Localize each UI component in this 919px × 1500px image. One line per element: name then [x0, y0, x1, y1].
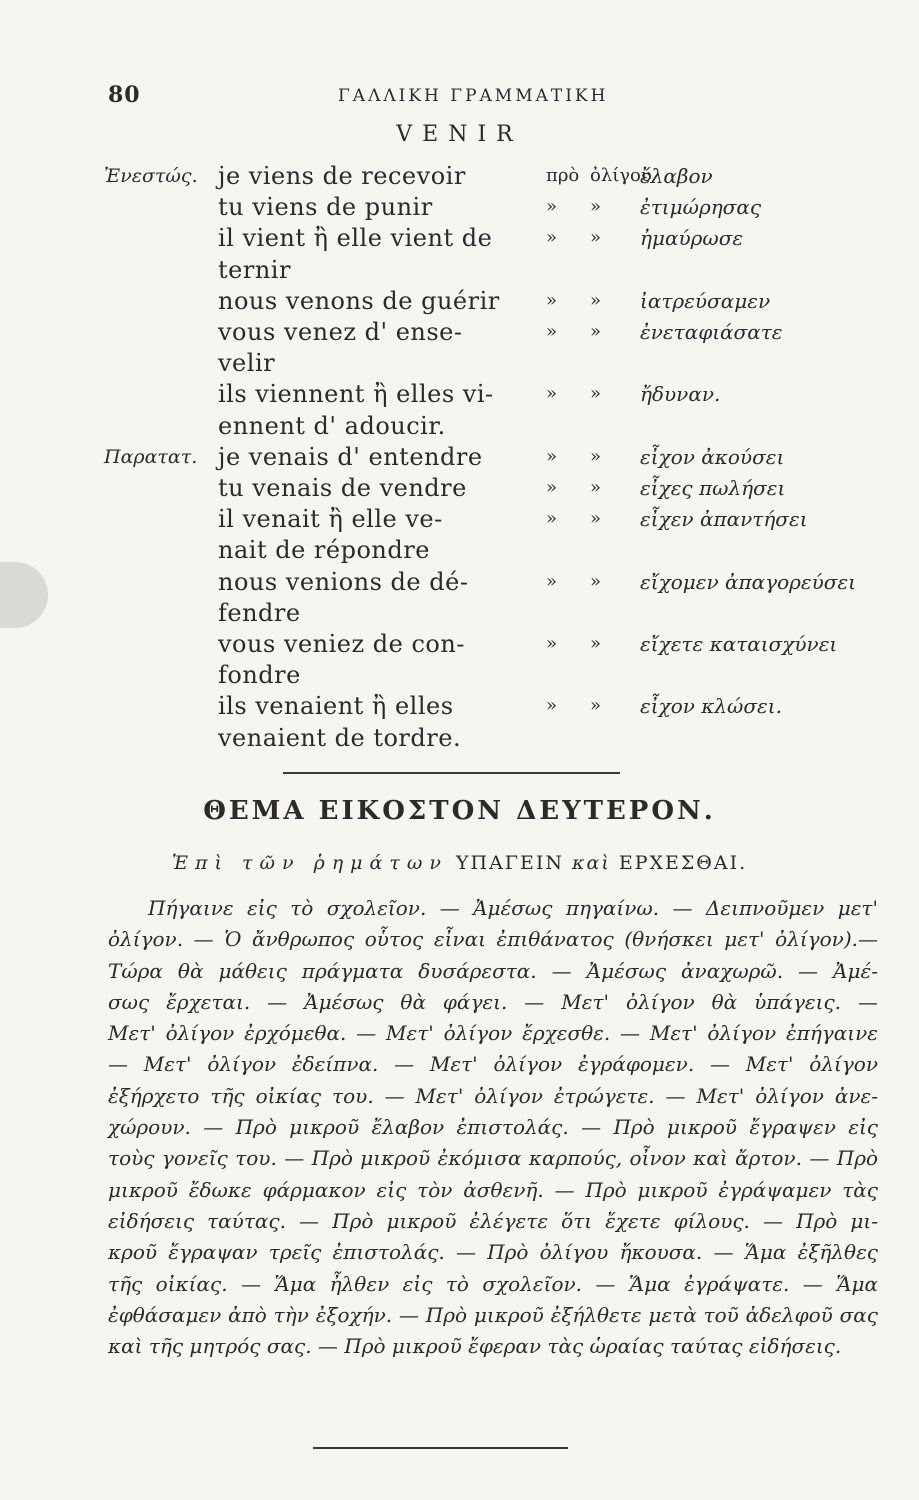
conjugation-q2: » [590, 383, 602, 405]
conjugation-fr: nous venions de dé- [218, 567, 469, 596]
conjugation-fr: je viens de recevoir [218, 162, 466, 190]
conjugation-fr: venaient de tordre. [218, 723, 462, 752]
exercise-line: Τώρα θὰ μάθεις πράγματα δυσάρεστα. — Ἀμέσως ἀναχωρῶ. — Ἀμέ- [108, 958, 878, 983]
conjugation-tense: Ἐνεστώς. [104, 165, 198, 187]
conjugation-gr: εἴχομεν ἀπαγορεύσει [640, 569, 857, 594]
theme-subtitle [0, 852, 919, 874]
conjugation-row [0, 222, 919, 254]
exercise-line: ἐξήρχετο τῆς οἰκίας του. — Μετ' ὀλίγον ἐτρώγετε. — Μετ' ὀλίγον ἀνε- [108, 1083, 878, 1108]
conjugation-q1: » [546, 445, 558, 467]
conjugation-q1: » [546, 508, 558, 530]
exercise-line: Πήγαινε εἰς τὸ σχολεῖον. — Ἀμέσως πηγαίνω. — Δειπνοῦμεν μετ' [148, 896, 878, 920]
conjugation-gr: εἶχες πωλήσει [640, 476, 786, 500]
conjugation-row [0, 722, 919, 754]
conjugation-q2: » [590, 508, 602, 530]
conjugation-fr: ils viennent ἢ elles vi- [218, 380, 494, 409]
conjugation-gr: εἴχετε καταισχύνει [640, 632, 838, 656]
conjugation-fr: tu viens de punir [218, 193, 433, 222]
conjugation-q2: » [590, 227, 602, 249]
conjugation-fr: nait de répondre [218, 536, 430, 565]
conjugation-gr: ἠμαύρωσε [640, 226, 744, 251]
conjugation-fr: ils venaient ἢ elles [218, 692, 454, 721]
conjugation-gr: ἰατρεύσαμεν [640, 288, 771, 313]
conjugation-gr: εἶχον ἀκούσει [640, 444, 785, 469]
conjugation-row [0, 285, 919, 317]
exercise-text [108, 893, 878, 1362]
conjugation-fr: fondre [218, 661, 301, 690]
exercise-line: κροῦ ἔγραψαν τρεῖς ἐπιστολάς. — Πρὸ ὀλίγου ἤκουσα. — Ἅμα ἐξῆλθες [108, 1240, 878, 1265]
section-divider [283, 772, 620, 774]
conjugation-q2: ὀλίγου [590, 165, 652, 186]
exercise-line: καὶ τῆς μητρός σας. — Πρὸ μικροῦ ἔφεραν τὰς ὡραίας ταύτας εἰδήσεις. [108, 1334, 842, 1359]
conjugation-q1: » [546, 477, 558, 498]
exercise-line: — Μετ' ὀλίγον ἐδείπνα. — Μετ' ὀλίγον ἐγράφομεν. — Μετ' ὀλίγον [108, 1052, 878, 1077]
conjugation-q1: » [546, 570, 558, 592]
conjugation-fr: il vient ἢ elle vient de [218, 224, 493, 253]
conjugation-q1: » [546, 695, 558, 717]
exercise-line: εἰδήσεις ταύτας. — Πρὸ μικροῦ ἐλέγετε ὅτι ἔχετε φίλους. — Πρὸ μι- [108, 1208, 878, 1233]
conjugation-q2: » [590, 633, 602, 654]
conjugation-q2: » [590, 445, 602, 467]
conjugation-fr: fendre [218, 598, 301, 627]
conjugation-row [0, 378, 919, 410]
conjugation-fr: vous veniez de con- [218, 630, 465, 658]
conjugation-row [0, 472, 919, 504]
exercise-line: τῆς οἰκίας. — Ἅμα ἦλθεν εἰς τὸ σχολεῖον. — Ἅμα ἐγράψατε. — Ἅμα [108, 1271, 878, 1296]
conjugation-row [0, 566, 919, 598]
conjugation-row [0, 191, 919, 223]
conjugation-gr: εἶχεν ἀπαντήσει [640, 507, 808, 532]
conjugation-q1: » [546, 383, 558, 405]
conjugation-q2: » [590, 289, 602, 311]
conjugation-row [0, 441, 919, 473]
conjugation-row [0, 316, 919, 348]
page-header [108, 82, 878, 112]
conjugation-q2: » [590, 695, 602, 717]
conjugation-q2: » [590, 570, 602, 592]
conjugation-fr: ennent d' adoucir. [218, 411, 446, 440]
conjugation-gr: ἔλαβον [640, 164, 713, 188]
conjugation-row [0, 534, 919, 566]
conjugation-q1: πρὸ [546, 165, 580, 186]
conjugation-q2: » [590, 477, 602, 498]
theme-title: ΘΕΜΑ ΕΙΚΟΣΤΟΝ ΔΕΥΤΕΡΟΝ. [203, 796, 716, 826]
exercise-line: σως ἔρχεται. — Ἀμέσως θὰ φάγει. — Μετ' ὀλίγον θὰ ὑπάγεις. — [108, 989, 878, 1014]
conjugation-q1: » [546, 196, 558, 218]
exercise-line: τοὺς γονεῖς του. — Πρὸ μικροῦ ἐκόμισα καρπούς, οἶνον καὶ ἄρτον. — Πρὸ [108, 1146, 878, 1171]
conjugation-q2: » [590, 196, 602, 218]
conjugation-row [0, 597, 919, 629]
conjugation-gr: ἤδυναν. [640, 382, 721, 407]
end-divider [313, 1447, 568, 1449]
subtitle-verb2: ΕΡΧΕΣΘΑΙ. [618, 852, 748, 874]
conjugation-q1: » [546, 321, 558, 342]
conjugation-tense: Παρατατ. [104, 445, 198, 468]
conjugation-fr: vous venez d' ense- [218, 318, 463, 346]
subtitle-conj: καὶ [572, 852, 611, 874]
exercise-line: ἐφθάσαμεν ἀπὸ τὴν ἐξοχήν. — Πρὸ μικροῦ ἐξήλθετε μετὰ τοῦ ἀδελφοῦ σας [108, 1302, 878, 1327]
verb-title: VENIR [396, 122, 523, 147]
conjugation-q1: » [546, 227, 558, 249]
exercise-line: ὀλίγον. — Ὁ ἄνθρωπος οὗτος εἶναι ἐπιθάνατος (θνήσκει μετ' ὀλίγον).— [108, 927, 878, 952]
conjugation-fr: il venait ἢ elle ve- [218, 505, 443, 534]
conjugation-row [0, 628, 919, 660]
conjugation-row [0, 347, 919, 379]
subtitle-prefix: Ἐπὶ τῶν ῥημάτων [171, 852, 448, 874]
conjugation-fr: nous venons de guérir [218, 286, 500, 315]
conjugation-q1: » [546, 289, 558, 311]
conjugation-row [0, 659, 919, 691]
conjugation-row [0, 690, 919, 722]
conjugation-fr: je venais d' entendre [218, 442, 483, 471]
conjugation-q1: » [546, 633, 558, 654]
exercise-line: χώρουν. — Πρὸ μικροῦ ἔλαβον ἐπιστολάς. — Πρὸ μικροῦ ἔγραψεν εἰς [108, 1115, 878, 1140]
conjugation-row [0, 254, 919, 286]
subtitle-verb1: ΥΠΑΓΕΙΝ [455, 852, 564, 874]
conjugation-row [0, 410, 919, 442]
conjugation-gr: ἐτιμώρησας [640, 195, 762, 220]
exercise-line: Μετ' ὀλίγον ἐρχόμεθα. — Μετ' ὀλίγον ἔρχεσθε. — Μετ' ὀλίγον ἐπήγαινε [108, 1021, 878, 1046]
exercise-line: μικροῦ ἔδωκε φάρμακον εἰς τὸν ἀσθενῆ. — Πρὸ μικροῦ ἐγράψαμεν τὰς [108, 1177, 878, 1202]
conjugation-gr: εἶχον κλώσει. [640, 694, 782, 719]
conjugation-row [0, 160, 919, 192]
conjugation-fr: velir [218, 349, 276, 378]
conjugation-fr: tu venais de vendre [218, 474, 467, 502]
conjugation-q2: » [590, 321, 602, 342]
conjugation-row [0, 503, 919, 535]
page-number: 80 [108, 82, 141, 108]
running-title: ΓΑΛΛΙΚΗ ΓΡΑΜΜΑΤΙΚΗ [338, 86, 609, 106]
conjugation-fr: ternir [218, 255, 291, 284]
conjugation-gr: ἐνεταφιάσατε [640, 320, 783, 344]
